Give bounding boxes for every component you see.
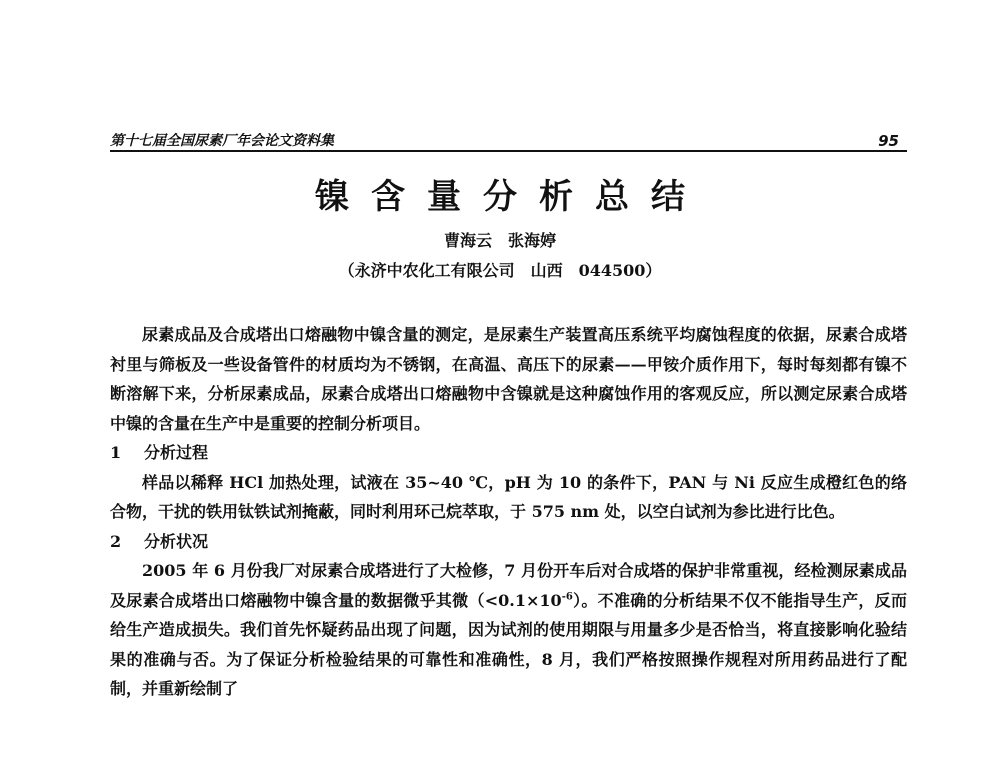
intro-paragraph: 尿素成品及合成塔出口熔融物中镍含量的测定，是尿素生产装置高压系统平均腐蚀程度的依据，尿素合成塔衬里与筛板及一些设备管件的材质均为不锈钢，在高温、高压下的尿素——甲铵介质作用下，每时每刻都有镍不断溶解下来，分析尿素成品，尿素合成塔出口熔融物中含镍就是这种腐蚀作用的客观反应，所以测定尿素合成塔中镍的含量在生产中是重要的控制分析项目。 [110,325,907,433]
page-number: 95 [878,132,899,150]
author-list [0,230,1000,252]
section-paragraph: 样品以稀释 HCl 加热处理，试液在 35~40 ℃，pH 为 10 的条件下，PAN 与 Ni 反应生成橙红色的络合物，干扰的铁用钛铁试剂掩蔽，同时利用环己烷萃取，于 575 nm 处，以空白试剂为参比进行比色。 [110,472,907,521]
article-body [110,320,907,704]
section-number: 1 [110,443,122,462]
affiliation: （永济中农化工有限公司 山西 044500） [338,261,662,280]
section-heading [110,527,907,557]
section-number: 2 [110,531,122,551]
header-rule [110,150,907,152]
section-title: 分析过程 [144,443,209,462]
author-name: 张海婷 [508,231,557,250]
article-title: 镍含量分析总结 [315,177,707,217]
series-title: 第十七届全国尿素厂年会论文资料集 [110,133,334,149]
paragraph-text: ）。不准确的分析结果不仅不能指导生产，反而给生产造成损失。我们首先怀疑药品出现了问题，因为试剂的使用期限与用量多少是否恰当，将直接影响化验结果的准确与否。为了保证分析检验结果的可靠性和准确性，8 月，我们严格按照操作规程对所用药品进行了配制，并重新绘制了 [110,590,907,698]
section-heading [110,438,907,468]
superscript: -6 [561,591,573,603]
author-name: 曹海云 [443,231,492,250]
paragraph-text: 2005 年 6 月份我厂对尿素合成塔进行了大检修，7 月份开车后对合成塔的保护非常重视，经检测尿素成品及尿素合成塔出口熔融物中镍含量的数据微乎其微（<0.1×10 [110,561,907,610]
section-paragraph [110,556,907,704]
section-title: 分析状况 [144,531,209,551]
